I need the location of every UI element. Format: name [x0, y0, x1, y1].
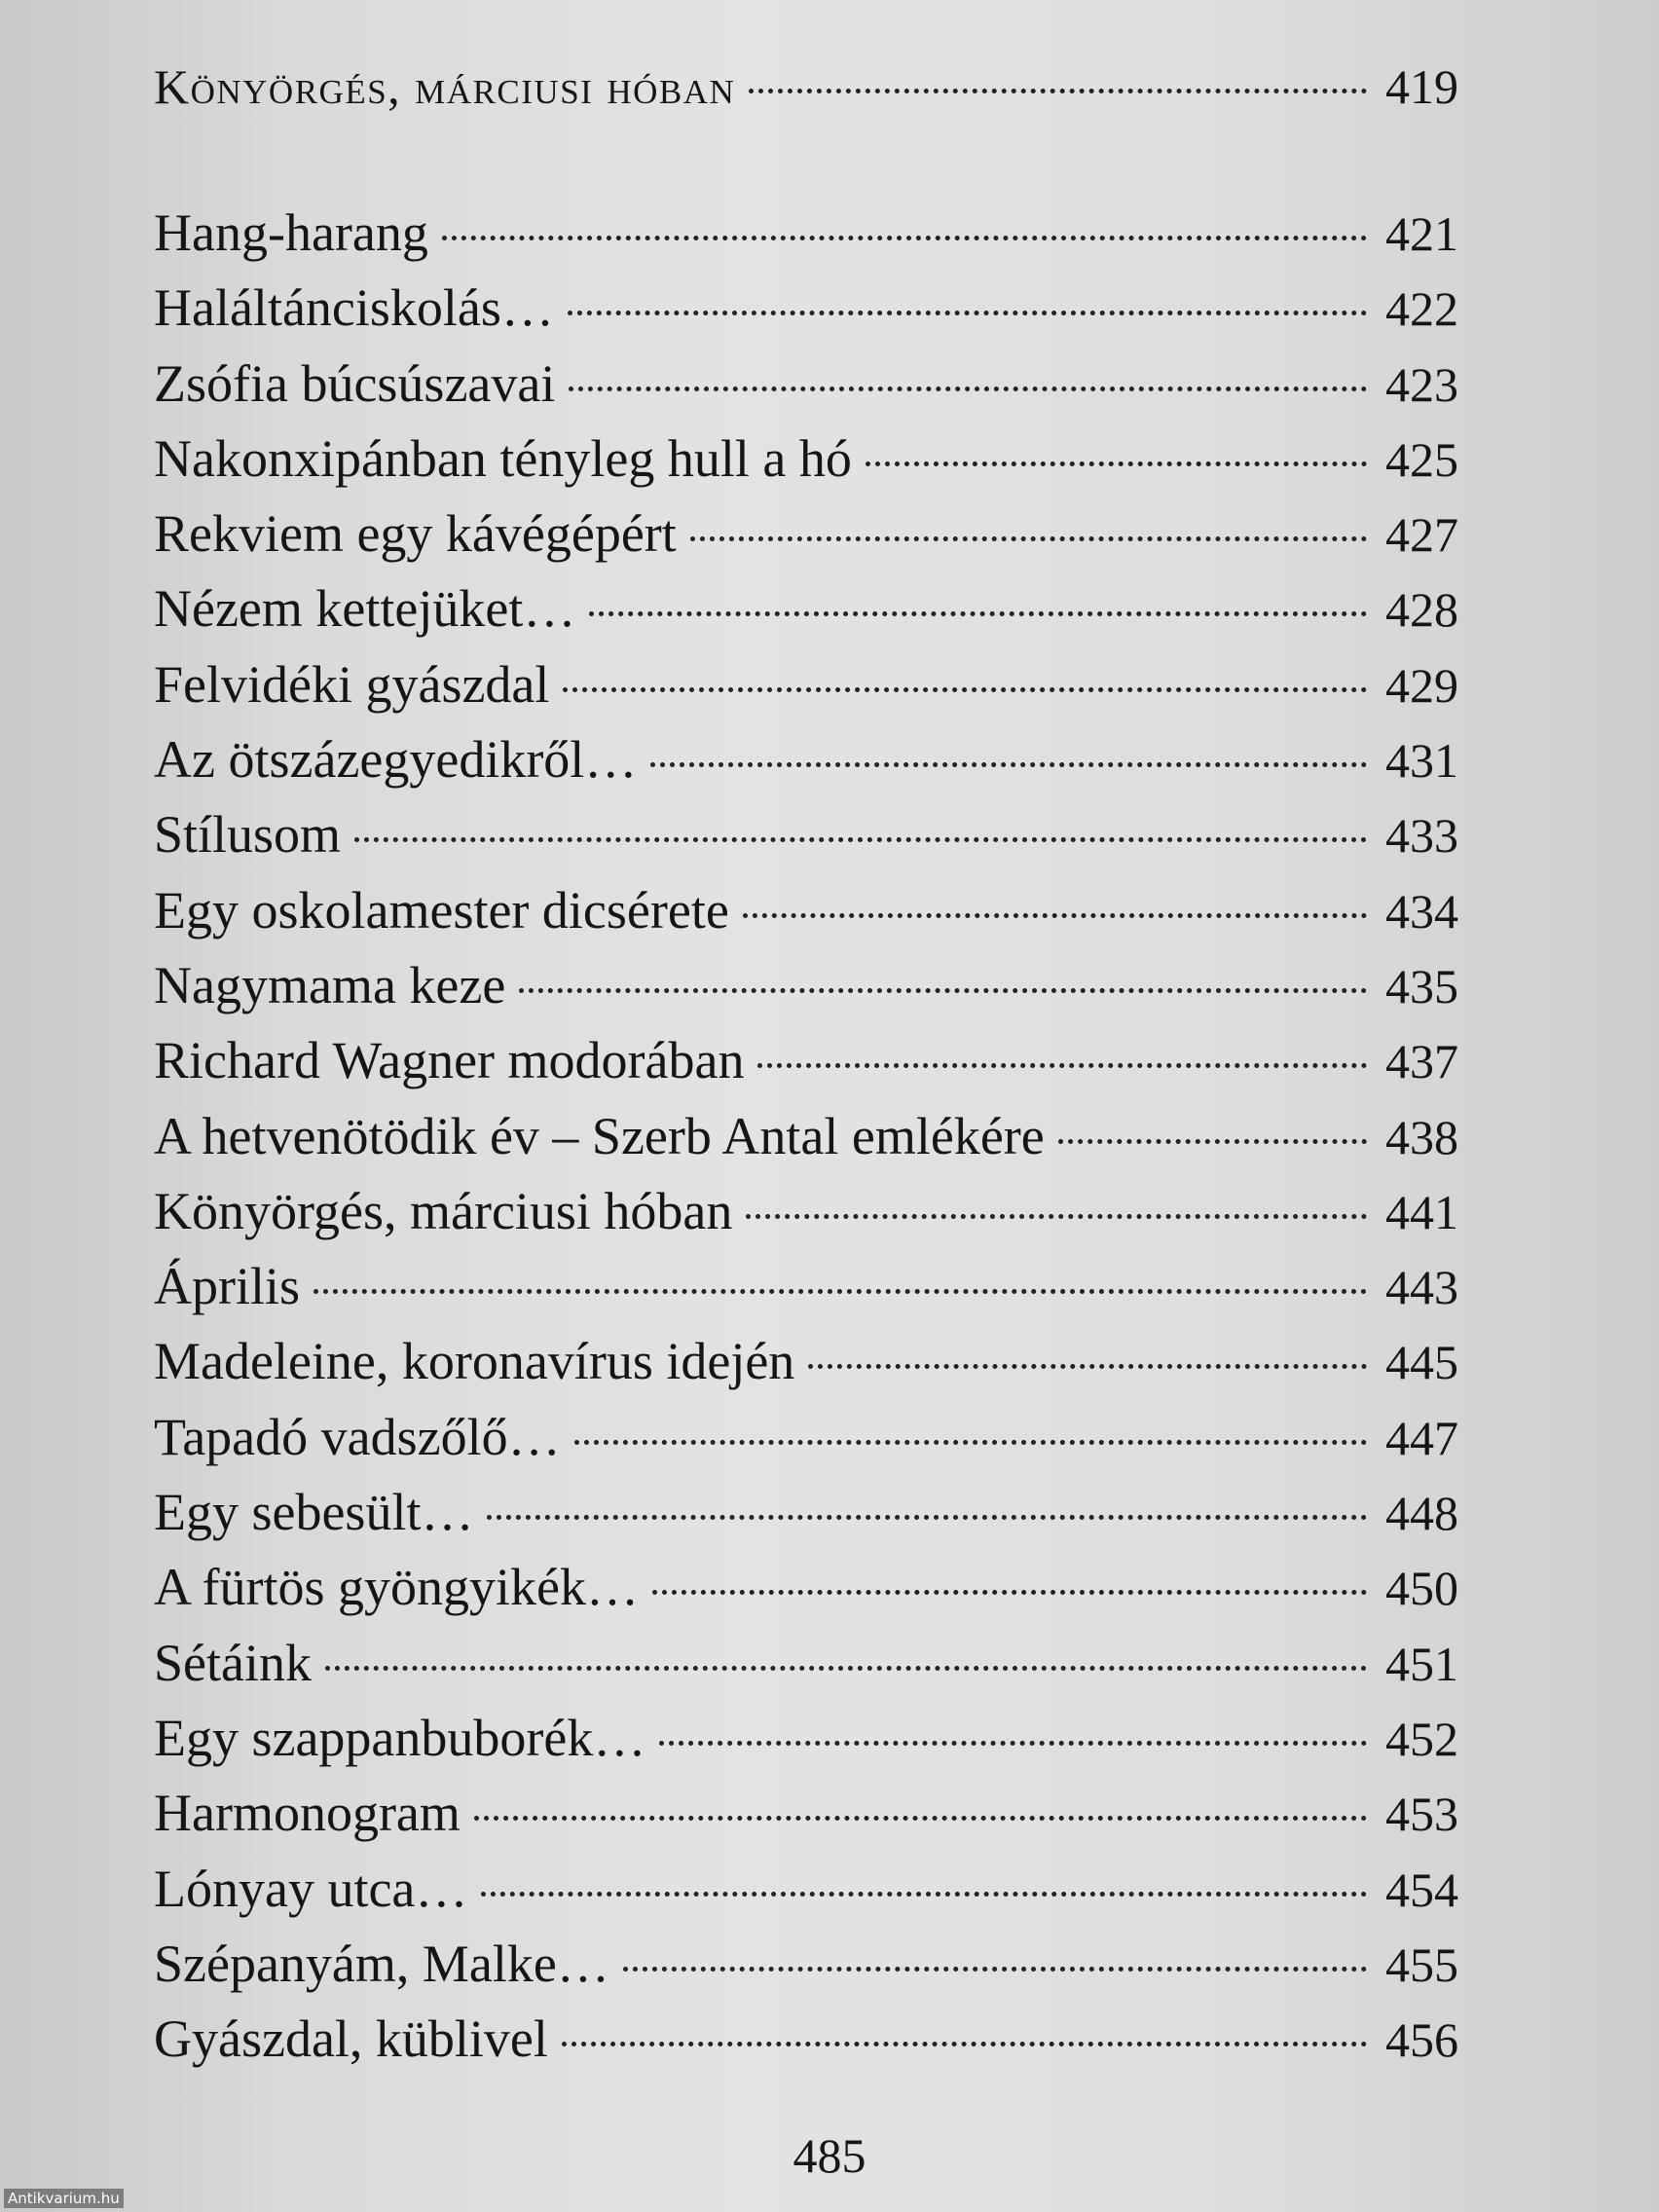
entry-page-number: 427 — [1385, 507, 1458, 563]
entry-page-number: 421 — [1385, 206, 1458, 261]
dot-leader — [659, 1741, 1367, 1746]
dot-leader — [808, 1364, 1367, 1369]
entry-page-number: 447 — [1385, 1410, 1458, 1465]
entry-page-number: 448 — [1385, 1486, 1458, 1541]
toc-entry — [154, 503, 1458, 578]
page-number: 485 — [793, 2128, 866, 2183]
entry-title: Lónyay utca… — [154, 1859, 468, 1918]
entry-title: Madeleine, koronavírus idején — [154, 1332, 795, 1391]
entry-page-number: 437 — [1385, 1034, 1458, 1089]
entry-page-number: 445 — [1385, 1335, 1458, 1390]
dot-leader — [519, 988, 1367, 993]
entry-page-number: 428 — [1385, 582, 1458, 638]
entry-title: A hetvenötödik év – Szerb Antal emlékére — [154, 1106, 1045, 1165]
dot-leader — [690, 536, 1367, 541]
toc-entry — [154, 804, 1458, 879]
toc-entry — [154, 203, 1458, 277]
dot-leader — [623, 1967, 1367, 1972]
section-title: Könyörgés, márciusi hóban — [154, 59, 736, 114]
entry-page-number: 438 — [1385, 1109, 1458, 1164]
toc-entry — [154, 353, 1458, 428]
entry-title: Könyörgés, márciusi hóban — [154, 1181, 733, 1240]
toc-entry — [154, 1783, 1458, 1858]
entry-title: Tapadó vadszőlő… — [154, 1407, 561, 1466]
dot-leader — [562, 2042, 1367, 2046]
entry-title: Rekviem egy kávégépért — [154, 504, 677, 564]
dot-leader — [650, 762, 1367, 767]
entry-page-number: 443 — [1385, 1260, 1458, 1315]
entry-title: Sétáink — [154, 1633, 312, 1692]
dot-leader — [568, 311, 1367, 315]
dot-leader — [1058, 1139, 1367, 1144]
entry-page-number: 433 — [1385, 808, 1458, 864]
dot-leader — [313, 1289, 1367, 1294]
entry-title: Gyászdal, küblivel — [154, 2009, 548, 2069]
entry-title: Április — [154, 1257, 301, 1316]
entry-page-number: 422 — [1385, 281, 1458, 337]
toc-entry — [154, 1633, 1458, 1708]
dot-leader — [325, 1666, 1367, 1671]
dot-leader — [757, 1063, 1367, 1068]
toc-entry — [154, 1934, 1458, 2009]
entry-page-number: 441 — [1385, 1184, 1458, 1239]
entry-page-number: 434 — [1385, 883, 1458, 939]
entry-title: Hang-harang — [154, 203, 428, 262]
entry-title: Stílusom — [154, 805, 342, 865]
dot-leader — [563, 687, 1367, 692]
entry-page-number: 450 — [1385, 1561, 1458, 1616]
dot-leader — [487, 1515, 1367, 1520]
dot-leader — [474, 1816, 1367, 1821]
dot-leader — [574, 1440, 1367, 1445]
toc-entry — [154, 1331, 1458, 1406]
entry-title: Egy oskolamester dicsérete — [154, 880, 729, 940]
toc-entry — [154, 955, 1458, 1030]
toc-entry — [154, 729, 1458, 804]
toc-entry — [154, 578, 1458, 653]
toc-entry — [154, 1859, 1458, 1934]
dot-leader — [652, 1590, 1367, 1595]
toc-entry — [154, 2009, 1458, 2083]
entry-page-number: 429 — [1385, 657, 1458, 713]
toc-entry — [154, 1708, 1458, 1783]
dot-leader — [442, 236, 1367, 240]
dot-leader — [746, 1214, 1367, 1219]
dot-leader — [743, 913, 1367, 918]
toc-entry — [154, 428, 1458, 503]
entry-page-number: 423 — [1385, 356, 1458, 412]
entry-page-number: 425 — [1385, 431, 1458, 487]
entry-title: Haláltánciskolás… — [154, 278, 554, 338]
entry-page-number: 454 — [1385, 1862, 1458, 1917]
toc-entry — [154, 1557, 1458, 1632]
entry-page-number: 451 — [1385, 1636, 1458, 1691]
dot-leader — [749, 89, 1367, 93]
toc-entry — [154, 1106, 1458, 1181]
entry-title: Felvidéki gyászdal — [154, 654, 550, 714]
entry-page-number: 456 — [1385, 2012, 1458, 2068]
table-of-contents — [154, 58, 1458, 2083]
entry-title: Richard Wagner modorában — [154, 1031, 745, 1090]
toc-entry — [154, 1181, 1458, 1256]
toc-entry — [154, 654, 1458, 729]
toc-entry — [154, 880, 1458, 955]
dot-leader — [354, 837, 1367, 842]
entry-page-number: 452 — [1385, 1711, 1458, 1766]
entry-title: Zsófia búcsúszavai — [154, 353, 556, 413]
toc-entry — [154, 1407, 1458, 1482]
watermark: Antikvarium.hu — [4, 2189, 124, 2208]
section-page-number: 419 — [1385, 59, 1458, 114]
dot-leader — [589, 611, 1367, 616]
dot-leader — [569, 387, 1367, 391]
toc-entry — [154, 1482, 1458, 1557]
entry-title: Egy szappanbuborék… — [154, 1708, 646, 1767]
toc-entry — [154, 1030, 1458, 1105]
entry-page-number: 455 — [1385, 1936, 1458, 1992]
entry-title: Nézem kettejüket… — [154, 579, 576, 639]
toc-entry — [154, 1256, 1458, 1331]
entry-title: Nagymama keze — [154, 955, 506, 1014]
entry-title: Nakonxipánban tényleg hull a hó — [154, 428, 852, 488]
entry-title: A fürtös gyöngyikék… — [154, 1558, 639, 1617]
entry-page-number: 435 — [1385, 958, 1458, 1014]
entry-page-number: 453 — [1385, 1787, 1458, 1842]
entry-title: Az ötszázegyedikről… — [154, 730, 638, 790]
dot-leader — [481, 1892, 1367, 1897]
entry-title: Szépanyám, Malke… — [154, 1934, 609, 1993]
entry-title: Harmonogram — [154, 1784, 461, 1843]
toc-section-heading — [154, 58, 1458, 146]
toc-entry — [154, 277, 1458, 352]
entry-page-number: 431 — [1385, 733, 1458, 789]
entry-title: Egy sebesült… — [154, 1483, 474, 1542]
dot-leader — [866, 461, 1367, 466]
